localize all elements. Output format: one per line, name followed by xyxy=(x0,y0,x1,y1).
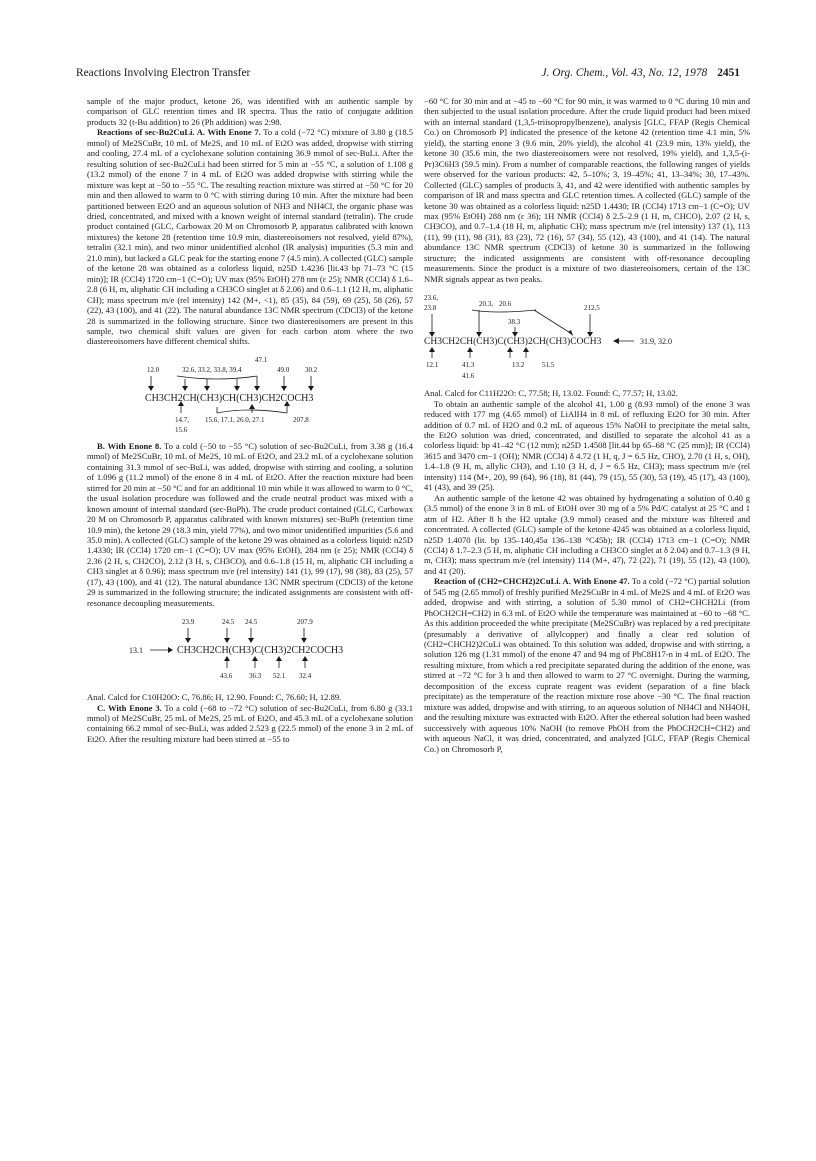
shift-label: 51.5 xyxy=(542,361,555,370)
shift-label: 12.0 xyxy=(147,365,160,374)
shift-label: 23.6, xyxy=(424,294,438,303)
shift-label: 15.6 xyxy=(175,425,188,434)
right-column xyxy=(424,96,750,754)
paragraph xyxy=(424,576,750,754)
shift-label: 15.6, 17.1, 26.0, 27.1 xyxy=(205,415,265,424)
shift-label: 49.0 xyxy=(277,365,290,374)
header-citation xyxy=(542,67,740,79)
section-heading: Reaction of (CH2=CHCH2)2CuLi. A. With Enone 47. xyxy=(434,576,630,587)
shift-label: 20.3, xyxy=(479,300,493,309)
paragraph-body: To a cold (−50 to −55 °C) solution of sec-Bu2CuLi, from 3.38 g (16.4 mmol) of Me2SCuBr, 10 mL of Me2S, 10 mL of Et2O, and 23.2 mL of a cyclohexane solution containing 31.3 mmol of sec-BuLi, was added, dropwise with stirring and cooling, a solution of 1.096 g (11.2 mmol) of the enone 8 in 4 mL of Et2O. After the reaction mixture had been stirred for 20 min at −50 °C and for an additional 10 min while it was allowed to warm to 0 °C, the usual isolation procedure was followed and the crude neutral product was mixed with a known amount of internal standard (sec-BuPh). The crude product contained (GLC, Carbowax 20 M on Chromosorb P, apparatus calibrated with known mixtures) sec-BuPh (retention time 10.9 min), the ketone 29 (18.3 min, yield 77%), and two minor unidentified impurities (5.6 and 35.0 min). A collected (GLC) sample of the ketone 29 was obtained as a colorless liquid: n25D 1.4330; IR (CCl4) 1720 cm−1 (C=O); UV max (95% EtOH), 284 nm (ε 25); NMR (CCl4) δ 2.36 (2 H, s, CH2CO), 2.12 (3 H, s, CH3CO), and 0.6–1.8 (15 H, m, aliphatic CH including a CH3 singlet at δ 0.96); mass spectrum m/e (rel intensity) 141 (1), 99 (17), 98 (38), 83 (25), 57 (17), 43 (100), and 41 (12). The natural abundance 13C NMR spectrum (CDCl3) of the ketone 29 is summarized in the following structure; the indicated assignments are consistent with off-resonance decoupling measurements. xyxy=(87,440,413,608)
shift-label: 212.5 xyxy=(584,304,600,313)
paragraph: Anal. Calcd for C10H20O: C, 76.86; H, 12.90. Found: C, 76.60; H, 12.89. xyxy=(87,692,342,703)
shift-label: 32.6, 33.2, 33.8, 39.4 xyxy=(182,365,242,374)
shift-label: 38.3 xyxy=(508,318,521,327)
shift-label: 41.6 xyxy=(462,372,475,381)
paragraph: −60 °C for 30 min and at −45 to −60 °C for 90 min, it was warmed to 0 °C during 10 min and then subjected to the usual isolation procedure. After the crude liquid product had been mixed with an internal standard (1,3,5-triisopropylbenzene), analysis [GLC, FFAP (Regis Chemical Co.) on Chromosorb P] indicated the presence of the ketone 42 (retention time 4.1 min, 5% yield), the starting enone 3 (9.6 min, 20% yield), the alcohol 41 (23.9 min, 13% yield), the ketone 30 (35.6 min, the two diastereoisomers were not resolved, 19% yield), and 1,3,5-(i-Pr)3C6H3 (59.5 min). From a number of comparable reactions, the following ranges of yields were observed for the various products: 42, 5–10%; 3, 19–45%; 41, 13–34%; 30, 17–43%. Collected (GLC) samples of products 3, 41, and 42 were identified with authentic samples by comparison of IR and mass spectra and GLC retention times. A collected (GLC) sample of the ketone 30 was obtained as a colorless liquid: n25D 1.4430; IR (CCl4) 1713 cm−1 (C=O); UV max (95% EtOH) 288 nm (ε 36); 1H NMR (CCl4) δ 2.5–2.9 (1 H, m, CHCO), 2.07 (2 H, s, CH3CO), and 0.7–1.4 (18 H, m, aliphatic CH); mass spectrum m/e (rel intensity) 137 (1), 113 (11), 99 (11), 98 (31), 83 (23), 72 (16), 57 (34), 55 (12), 43 (100), and 41 (14). The natural abundance 13C NMR spectrum (CDCl3) of ketone 30 is summarized in the following structure; the indicated assignments are consistent with off-resonance decoupling measurements. Since the product is a mixture of two diastereoisomers, certain of the 13C NMR signals appear as two peaks. xyxy=(424,96,750,284)
structural-formula: CH3CH2CH(CH3)C(CH3)2CH(CH3)COCH3 xyxy=(424,337,602,348)
shift-label: 14.7, xyxy=(175,415,189,424)
shift-label: 207.9 xyxy=(297,618,313,627)
paragraph-body: To a cold (−72 °C) partial solution of 545 mg (2.65 mmol) of freshly purified Me2SCuBr in 4 mL of Me2S and 4 mL of Et2O was added, dropwise and with stirring, a solution of 5.30 mmol of CH2=CHCH2Li (from PhOCH2CH=CH2) in 6.3 mL of Et2O while the temperature was maintained at −60 to −68 °C. As this addition proceeded the white precipitate (Me2SCuBr) was replaced by a red precipitate (presumably a derivative of allylcopper) and finally a clear red solution of (CH2=CHCH2)2CuLi was obtained. To this solution was added, dropwise and with stirring, a solution 126 mg (1.31 mmol) of the enone 47 and 94 mg of PhC8H17-n in 4 mL of Et2O. The resulting mixture, from which a red precipitate separated during the addition of the enone, was stirred at −72 °C for 3 h and then allowed to warm to 27 °C overnight. During the warming, decomposition of the excess cuprate reagent was evident (separation of a fine black precipitate) as the temperature of the reaction mixture rose above −30 °C. The final reaction mixture was added, dropwise and with stirring, to an aqueous solution of NH4Cl and NH4OH, and the resulting mixture was extracted with Et2O. After the ethereal solution had been washed successively with aqueous 10% NaOH (to remove PhOH from the PhOCH2CH=CH2) and with aqueous NaCl, it was dried, concentrated, and analyzed [GLC, FFAP (Regis Chemical Co.) on Chromosorb P, xyxy=(424,576,750,754)
paragraph xyxy=(87,441,413,608)
nmr-structure-ketone-30 xyxy=(424,292,750,382)
paragraph: To obtain an authentic sample of the alcohol 41, 1.00 g (8.93 mmol) of the enone 3 was reduced with 177 mg (4.65 mmol) of LiAlH4 in 8 mL of refluxing Et2O for 30 min. After addition of 0.7 mL of H2O and 0.2 mL of aqueous 15% NaOH to precipitate the metal salts, the Et2O solution was dried, concentrated, and distilled to separate the alcohol 41 as a colorless liquid: bp 41–42 °C (12 mm); n25D 1.4508 [lit.44 bp 65–68 °C (25 mm)]; IR (CCl4) 3615 and 3470 cm−1 (OH); NMR (CCl4) δ 4.72 (1 H, q, J = 6.5 Hz, CHO), 2.70 (1 H, s, OH), 1.4–1.8 (9 H, m, allylic CH3), and 1.10 (3 H, d, J = 6.5 Hz, CH3); mass spectrum m/e (rel intensity) 114 (M+, 20), 99 (64), 96 (18), 81 (44), 79 (15), 55 (30), 53 (19), 45 (17), 43 (100), 41 (43), and 39 (25). xyxy=(424,398,750,493)
paragraph xyxy=(87,127,413,347)
paragraph-body: To a cold (−68 to −72 °C) solution of sec-Bu2CuLi, from 6.80 g (33.1 mmol) of Me2SCuBr, 25 mL of Me2S, 25 mL of Et2O, and 45.3 mL of a cyclohexane solution containing 66.2 mmol of sec-BuLi, was added 2.523 g (22.5 mmol) of the enone 3 in 2 mL of Et2O. After the resulting mixture had been stirred at −55 to xyxy=(87,702,413,744)
page-number: 2451 xyxy=(717,67,740,79)
shift-label: 13.2 xyxy=(512,361,525,370)
shift-label: 12.1 xyxy=(426,361,439,370)
structural-formula: CH3CH2CH(CH3)CH(CH3)CH2COCH3 xyxy=(145,392,314,404)
brace-line xyxy=(472,310,536,312)
structure-diagram-30 xyxy=(424,292,750,382)
shift-label: 23.9 xyxy=(182,618,195,627)
section-heading: C. With Enone 3. xyxy=(97,702,162,713)
shift-label: 31.9, 32.0 xyxy=(640,337,672,347)
shift-label: 36.3 xyxy=(249,672,262,681)
journal-citation: J. Org. Chem., Vol. 43, No. 12, 1978 xyxy=(541,67,708,79)
shift-label: 13.1 xyxy=(129,646,143,656)
shift-label: 41.3 xyxy=(462,361,475,370)
shift-label: 24.5 xyxy=(222,618,235,627)
running-header xyxy=(76,67,740,83)
brace-line xyxy=(177,376,257,379)
paragraph: Anal. Calcd for C11H22O: C, 77.58; H, 13.02. Found: C, 77.57; H, 13.02. xyxy=(424,388,678,399)
shift-label: 24.5 xyxy=(245,618,258,627)
shift-label: 20.6 xyxy=(499,300,512,309)
section-heading: B. With Enone 8. xyxy=(97,440,162,451)
shift-label: 207.8 xyxy=(293,415,309,424)
shift-label: 23.8 xyxy=(424,304,437,313)
paragraph-body: To a cold (−72 °C) mixture of 3.80 g (18.5 mmol) of Me2SCuBr, 10 mL of Me2S, and 10 mL of Et2O was added, dropwise with stirring and cooling, 27.4 mL of a cyclohexane solution containing 36.9 mmol of sec-BuLi. After the resulting solution of sec-Bu2CuLi had been stirred for 5 min at −55 °C, a solution of 1.108 g (13.2 mmol) of the enone 7 in 4 mL of Et2O was added dropwise with stirring while the mixture was kept at −50 to −55 °C. The resulting reaction mixture was stirred at −50 °C for 20 min and then allowed to warm to 0 °C with stirring during 10 min. After the mixture had been partitioned between Et2O and an aqueous solution of NH3 and NH4Cl, the organic phase was dried, concentrated, and mixed with a known weight of internal standard (tetralin). The crude product contained (GLC, Carbowax 20 M on Chromosorb P, apparatus calibrated with known mixtures) the ketone 28 (retention time 10.9 min, diastereoisomers not resolved, yield 87%), tetralin (32.1 min), and two minor unidentified alcohol (IR analysis) impurities (5.3 min and 21.0 min), but lacked a GLC peak for the starting enone 7 (4.5 min). A collected (GLC) sample of the ketone 28 was obtained as a colorless liquid, n25D 1.4236 [lit.43 bp 71–73 °C (15 min)]; IR (CCl4) 1720 cm−1 (C=O); UV max (95% EtOH) 278 nm (ε 25); NMR (CCl4) δ 1.6–2.8 (6 H, m, aliphatic CH including a CH3CO singlet at δ 2.06) and 0.6–1.1 (12 H, m, aliphatic CH); mass spectrum m/e (rel intensity) 142 (M+, <1), 85 (35), 84 (59), 69 (25), 58 (26), 57 (22), 43 (100), and 41 (22). The natural abundance 13C NMR spectrum (CDCl3) of the ketone 28 is summarized in the following structure. Since two diastereoisomers are present in this sample, two chemical shift values are given for each carbon atom where the two diastereoisomers have different chemical shifts. xyxy=(87,127,414,347)
structure-diagram-28 xyxy=(87,355,413,435)
paragraph xyxy=(87,703,413,745)
shift-label: 52.1 xyxy=(273,672,286,681)
paragraph: sample of the major product, ketone 26, was identified with an authentic sample by comparison of GLC retention times and IR spectra. Thus the ratio of conjugate addition products 32 (t-Bu addition) to 26 (Ph addition) was 2:98. xyxy=(87,96,413,127)
section-heading: Reactions of sec-Bu2CuLi. A. With Enone 7. xyxy=(97,127,261,138)
shift-label: 32.4 xyxy=(299,672,312,681)
nmr-structure-ketone-28 xyxy=(87,355,413,435)
header-title: Reactions Involving Electron Transfer xyxy=(76,67,251,79)
shift-label: 43.6 xyxy=(220,672,233,681)
shift-label: 30.2 xyxy=(305,365,318,374)
assignment-arrows xyxy=(432,310,634,358)
nmr-structure-ketone-29 xyxy=(87,616,413,686)
left-column xyxy=(87,96,413,744)
shift-label: 47.1 xyxy=(255,355,268,364)
structure-diagram-29 xyxy=(87,616,413,686)
paragraph: An authentic sample of the ketone 42 was obtained by hydrogenating a solution of 0.40 g (3.5 mmol) of the enone 3 in 8 mL of EtOH over 30 mg of a 5% Pd/C catalyst at 25 °C and 1 atm of H2. After 8 h the H2 uptake (3.9 mmol) ceased and the mixture was filtered and concentrated. A collected (GLC) sample of the ketone 4245 was obtained as a colorless liquid, n25D 1.4070 (lit. bp 135–140,45a 136–138 °C45b); IR (CCl4) 1713 cm−1 (C=O); NMR (CCl4) δ 1.7–2.3 (5 H, m, aliphatic CH including a CH3CO singlet at δ 2.04) and 0.7–1.3 (9 H, m, CH3); mass spectrum m/e (rel intensity) 114 (M+, 47), 72 (22), 71 (19), 55 (12), 43 (100), and 41 (20). xyxy=(424,492,750,576)
structural-formula: CH3CH2CH(CH3)C(CH3)2CH2COCH3 xyxy=(177,645,344,657)
